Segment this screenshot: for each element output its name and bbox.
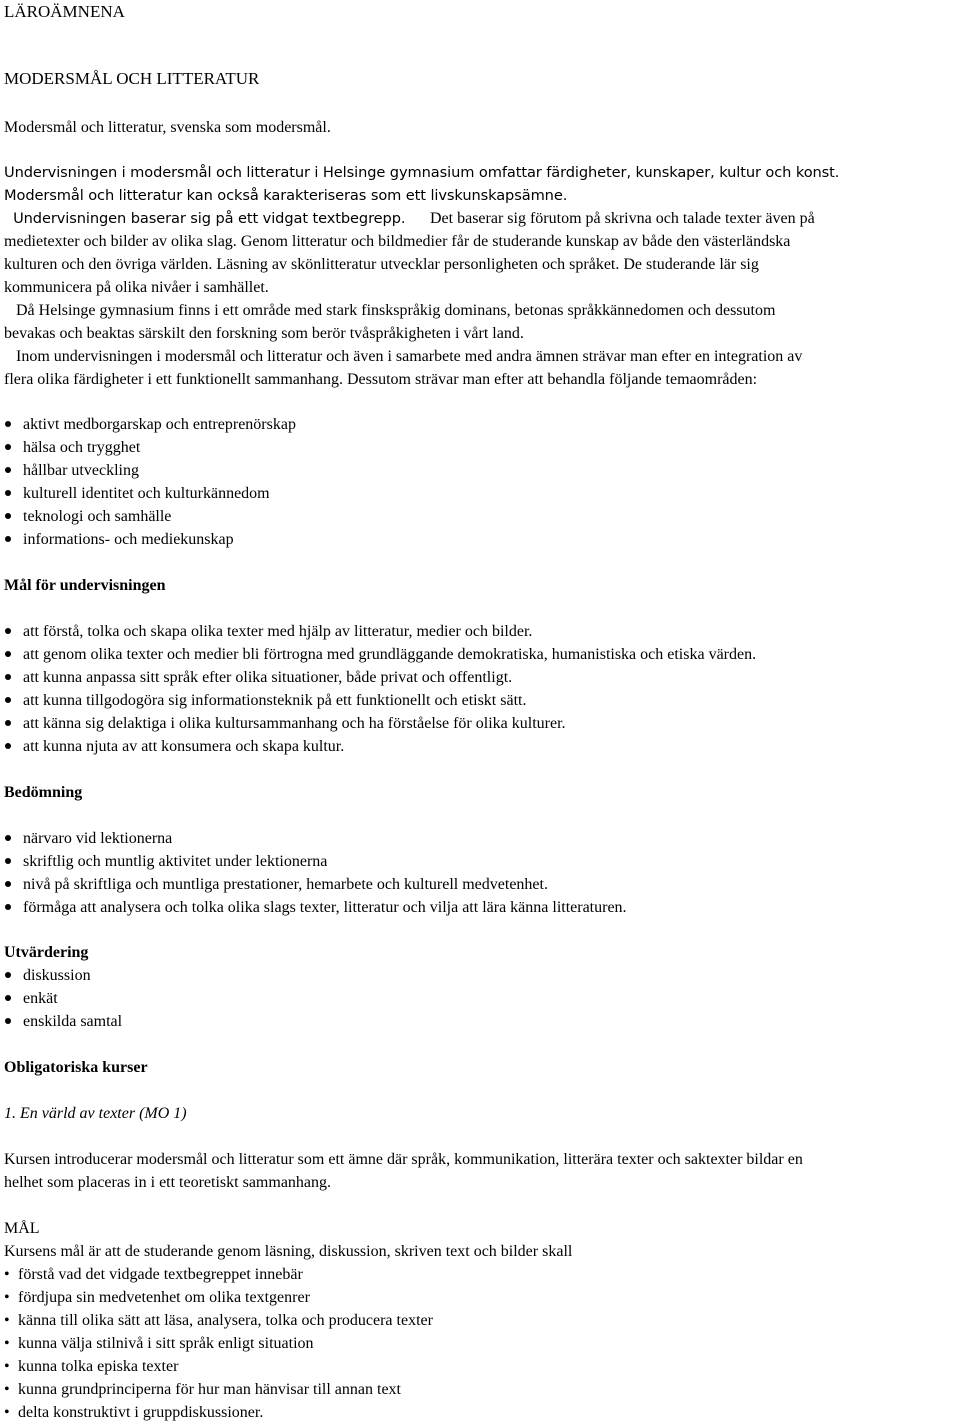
course-description-line: helhet som placeras in i ett teoretiskt sammanhang. [4,1174,332,1191]
bullet-dot [5,513,11,519]
bullet-dot [5,536,11,542]
bullet-dot [5,972,11,978]
intro-line: Modersmål och litteratur kan också karakteriseras som ett livskunskapsämne. [4,187,568,204]
intro-line: kommunicera på olika nivåer i samhället. [4,279,269,296]
list-item-text: kunna tolka episka texter [18,1358,179,1375]
intro-span: De studerande lär sig [623,256,759,273]
bullet-dot [5,421,11,427]
list-item: nivå på skriftliga och muntliga prestationer, hemarbete och kulturell medvetenhet. [23,876,548,893]
subject-subtitle: Modersmål och litteratur, svenska som modersmål. [4,119,331,136]
intro-line [4,207,405,230]
bullet-dot [5,835,11,841]
bullet-dot [5,1018,11,1024]
intro-line [4,253,759,276]
courses-heading: Obligatoriska kurser [4,1059,148,1076]
list-item: diskussion [23,967,91,984]
bullet-glyph: • [4,1289,10,1306]
intro-line: Undervisningen i modersmål och litteratur i Helsinge gymnasium omfattar färdigheter, kunskaper, kultur och konst. [4,164,840,181]
intro-span: medietexter och bilder av olika slag. [4,233,237,250]
list-item: förmåga att analysera och tolka olika slags texter, litteratur och vilja att lära känna litteraturen. [23,899,627,916]
bullet-glyph: • [4,1312,10,1329]
bullet-dot [5,743,11,749]
bullet-dot [5,444,11,450]
list-item [4,1263,303,1286]
list-item [4,1401,263,1424]
subject-heading: MODERSMÅL OCH LITTERATUR [4,69,260,88]
intro-line: Inom undervisningen i modersmål och litteratur och även i samarbete med andra ämnen strävar man efter en integration av [4,348,803,365]
list-item-text: delta konstruktivt i gruppdiskussioner. [18,1404,264,1421]
bullet-dot [5,995,11,1001]
list-item: hälsa och trygghet [23,439,141,456]
bullet-dot [5,881,11,887]
list-item: skriftlig och muntlig aktivitet under lektionerna [23,853,328,870]
list-item: närvaro vid lektionerna [23,830,173,847]
list-item-text: kunna grundprinciperna för hur man hänvisar till annan text [18,1381,401,1398]
intro-span: Genom litteratur och bildmedier får de studerande kunskap av både den västerländska [240,233,791,250]
list-item [4,1378,401,1401]
page-title: LÄROÄMNENA [4,2,125,21]
bullet-dot [5,904,11,910]
bullet-dot [5,674,11,680]
intro-span: kulturen och den övriga världen. [4,256,213,273]
course-description-line: Kursen introducerar modersmål och litteratur som ett ämne där språk, kommunikation, litterära texter och saktexter bildar en [4,1151,803,1168]
list-item [4,1286,310,1309]
goal-label: MÅL [4,1220,40,1237]
assessment-heading: Bedömning [4,784,83,801]
bullet-glyph: • [4,1381,10,1398]
bullet-glyph: • [4,1404,10,1421]
bullet-glyph: • [4,1266,10,1283]
intro-span: Undervisningen baserar sig på ett vidgat textbegrepp. [4,210,406,227]
list-item [4,1332,314,1355]
bullet-dot [5,858,11,864]
list-item-text: fördjupa sin medvetenhet om olika textgenrer [18,1289,310,1306]
intro-line: Då Helsinge gymnasium finns i ett område med stark finskspråkig dominans, betonas språkkännedomen och dessutom [4,302,776,319]
list-item: att kunna njuta av att konsumera och skapa kultur. [23,738,345,755]
evaluation-heading: Utvärdering [4,944,89,961]
bullet-glyph: • [4,1358,10,1375]
bullet-dot [5,628,11,634]
list-item: informations- och mediekunskap [23,531,234,548]
course-title: 1. En värld av texter (MO 1) [4,1105,187,1122]
bullet-dot [5,720,11,726]
list-item: hållbar utveckling [23,462,139,479]
bullet-dot [5,651,11,657]
list-item: aktivt medborgarskap och entreprenörskap [23,416,296,433]
list-item: att kunna anpassa sitt språk efter olika situationer, både privat och offentligt. [23,669,513,686]
list-item: att känna sig delaktiga i olika kultursammanhang och ha förståelse för olika kulturer. [23,715,566,732]
goals-heading: Mål för undervisningen [4,577,166,594]
list-item-text: förstå vad det vidgade textbegreppet innebär [18,1266,303,1283]
list-item: enkät [23,990,58,1007]
bullet-dot [5,697,11,703]
list-item [4,1355,178,1378]
list-item-text: kunna välja stilnivå i sitt språk enligt situation [18,1335,314,1352]
list-item: att förstå, tolka och skapa olika texter med hjälp av litteratur, medier och bilder. [23,623,533,640]
bullet-dot [5,467,11,473]
intro-line: bevakas och beaktas särskilt den forskning som berör tvåspråkigheten i vårt land. [4,325,524,342]
intro-line: flera olika färdigheter i ett funktionellt sammanhang. Dessutom strävar man efter att behandla följande temaområden: [4,371,758,388]
list-item: kulturell identitet och kulturkännedom [23,485,270,502]
intro-line: Det baserar sig förutom på skrivna och talade texter även på [430,210,815,227]
intro-line [4,230,790,253]
list-item: att kunna tillgodogöra sig informationsteknik på ett funktionellt och etiskt sätt. [23,692,527,709]
list-item-text: känna till olika sätt att läsa, analysera, tolka och producera texter [18,1312,433,1329]
list-item [4,1309,433,1332]
list-item: enskilda samtal [23,1013,123,1030]
bullet-dot [5,490,11,496]
list-item: att genom olika texter och medier bli förtrogna med grundläggande demokratiska, humanistiska och etiska värden. [23,646,757,663]
intro-span: Läsning av skönlitteratur utvecklar personligheten och språket. [216,256,620,273]
course-goals-intro: Kursens mål är att de studerande genom läsning, diskussion, skriven text och bilder skall [4,1243,573,1260]
list-item: teknologi och samhälle [23,508,172,525]
bullet-glyph: • [4,1335,10,1352]
